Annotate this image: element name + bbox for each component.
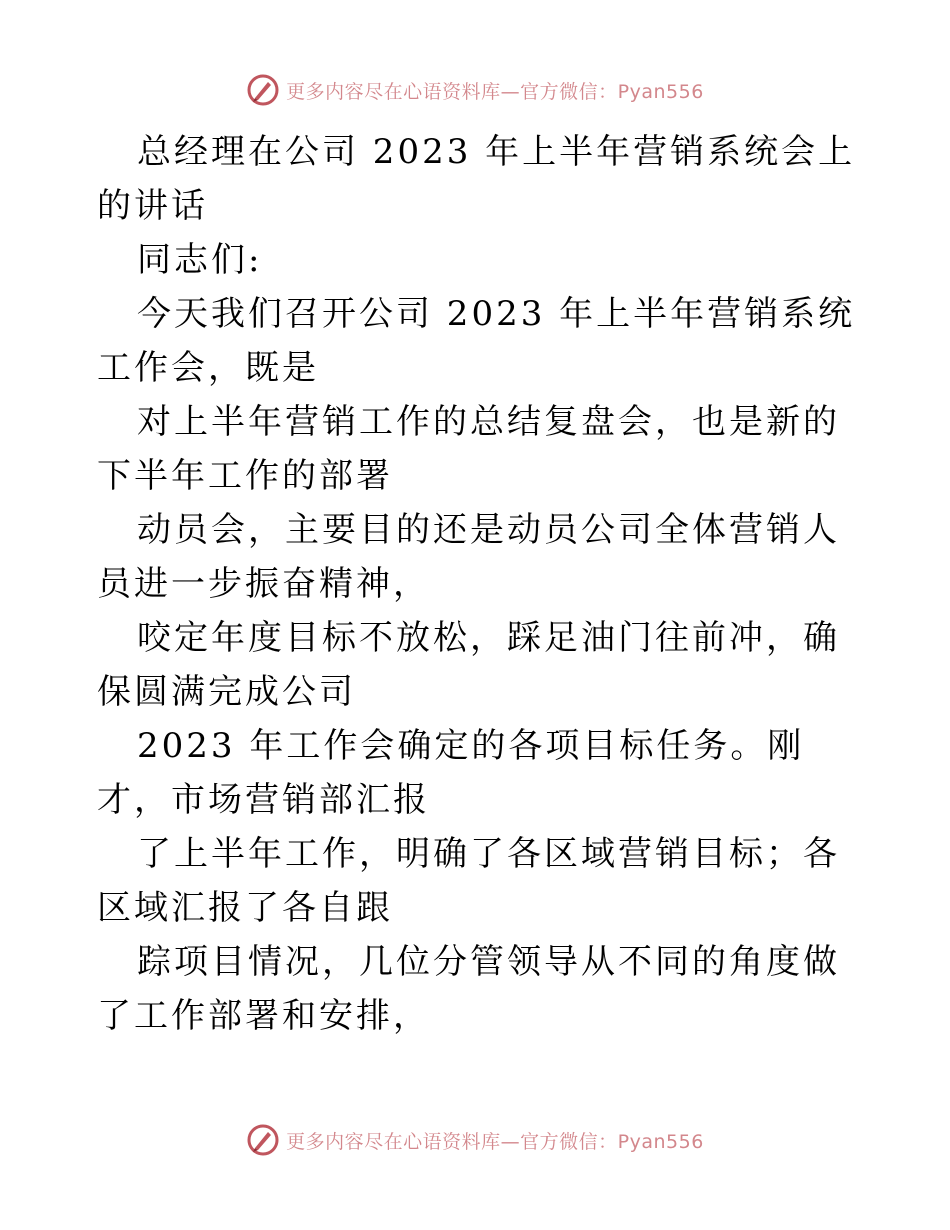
paragraph-line: 2023 年工作会确定的各项目标任务。刚才，市场营销部汇报 <box>97 726 805 820</box>
paragraph-line: 对上半年营销工作的总结复盘会，也是新的下半年工作的部署 <box>97 402 840 496</box>
watermark-text: 更多内容尽在心语资料库—官方微信：Pyan556 <box>286 1130 704 1153</box>
paragraph-line: 踪项目情况，几位分管领导从不同的角度做了工作部署和安排， <box>97 942 840 1036</box>
quill-logo-icon <box>246 73 280 107</box>
quill-logo-icon <box>246 1123 280 1157</box>
paragraph-line: 咬定年度目标不放松，踩足油门往前冲，确保圆满完成公司 <box>97 618 840 712</box>
paragraph-line: 动员会，主要目的还是动员公司全体营销人员进一步振奋精神， <box>97 510 840 604</box>
watermark-header <box>0 70 950 110</box>
document-body <box>97 125 857 1043</box>
paragraph-line: 了上半年工作，明确了各区域营销目标；各区域汇报了各自跟 <box>97 834 840 928</box>
watermark-text: 更多内容尽在心语资料库—官方微信：Pyan556 <box>286 80 704 103</box>
salutation: 同志们: <box>137 240 263 280</box>
watermark-footer <box>0 1120 950 1160</box>
paragraph-line: 今天我们召开公司 2023 年上半年营销系统工作会，既是 <box>97 294 856 388</box>
document-title: 总经理在公司 2023 年上半年营销系统会上的讲话 <box>97 132 856 226</box>
